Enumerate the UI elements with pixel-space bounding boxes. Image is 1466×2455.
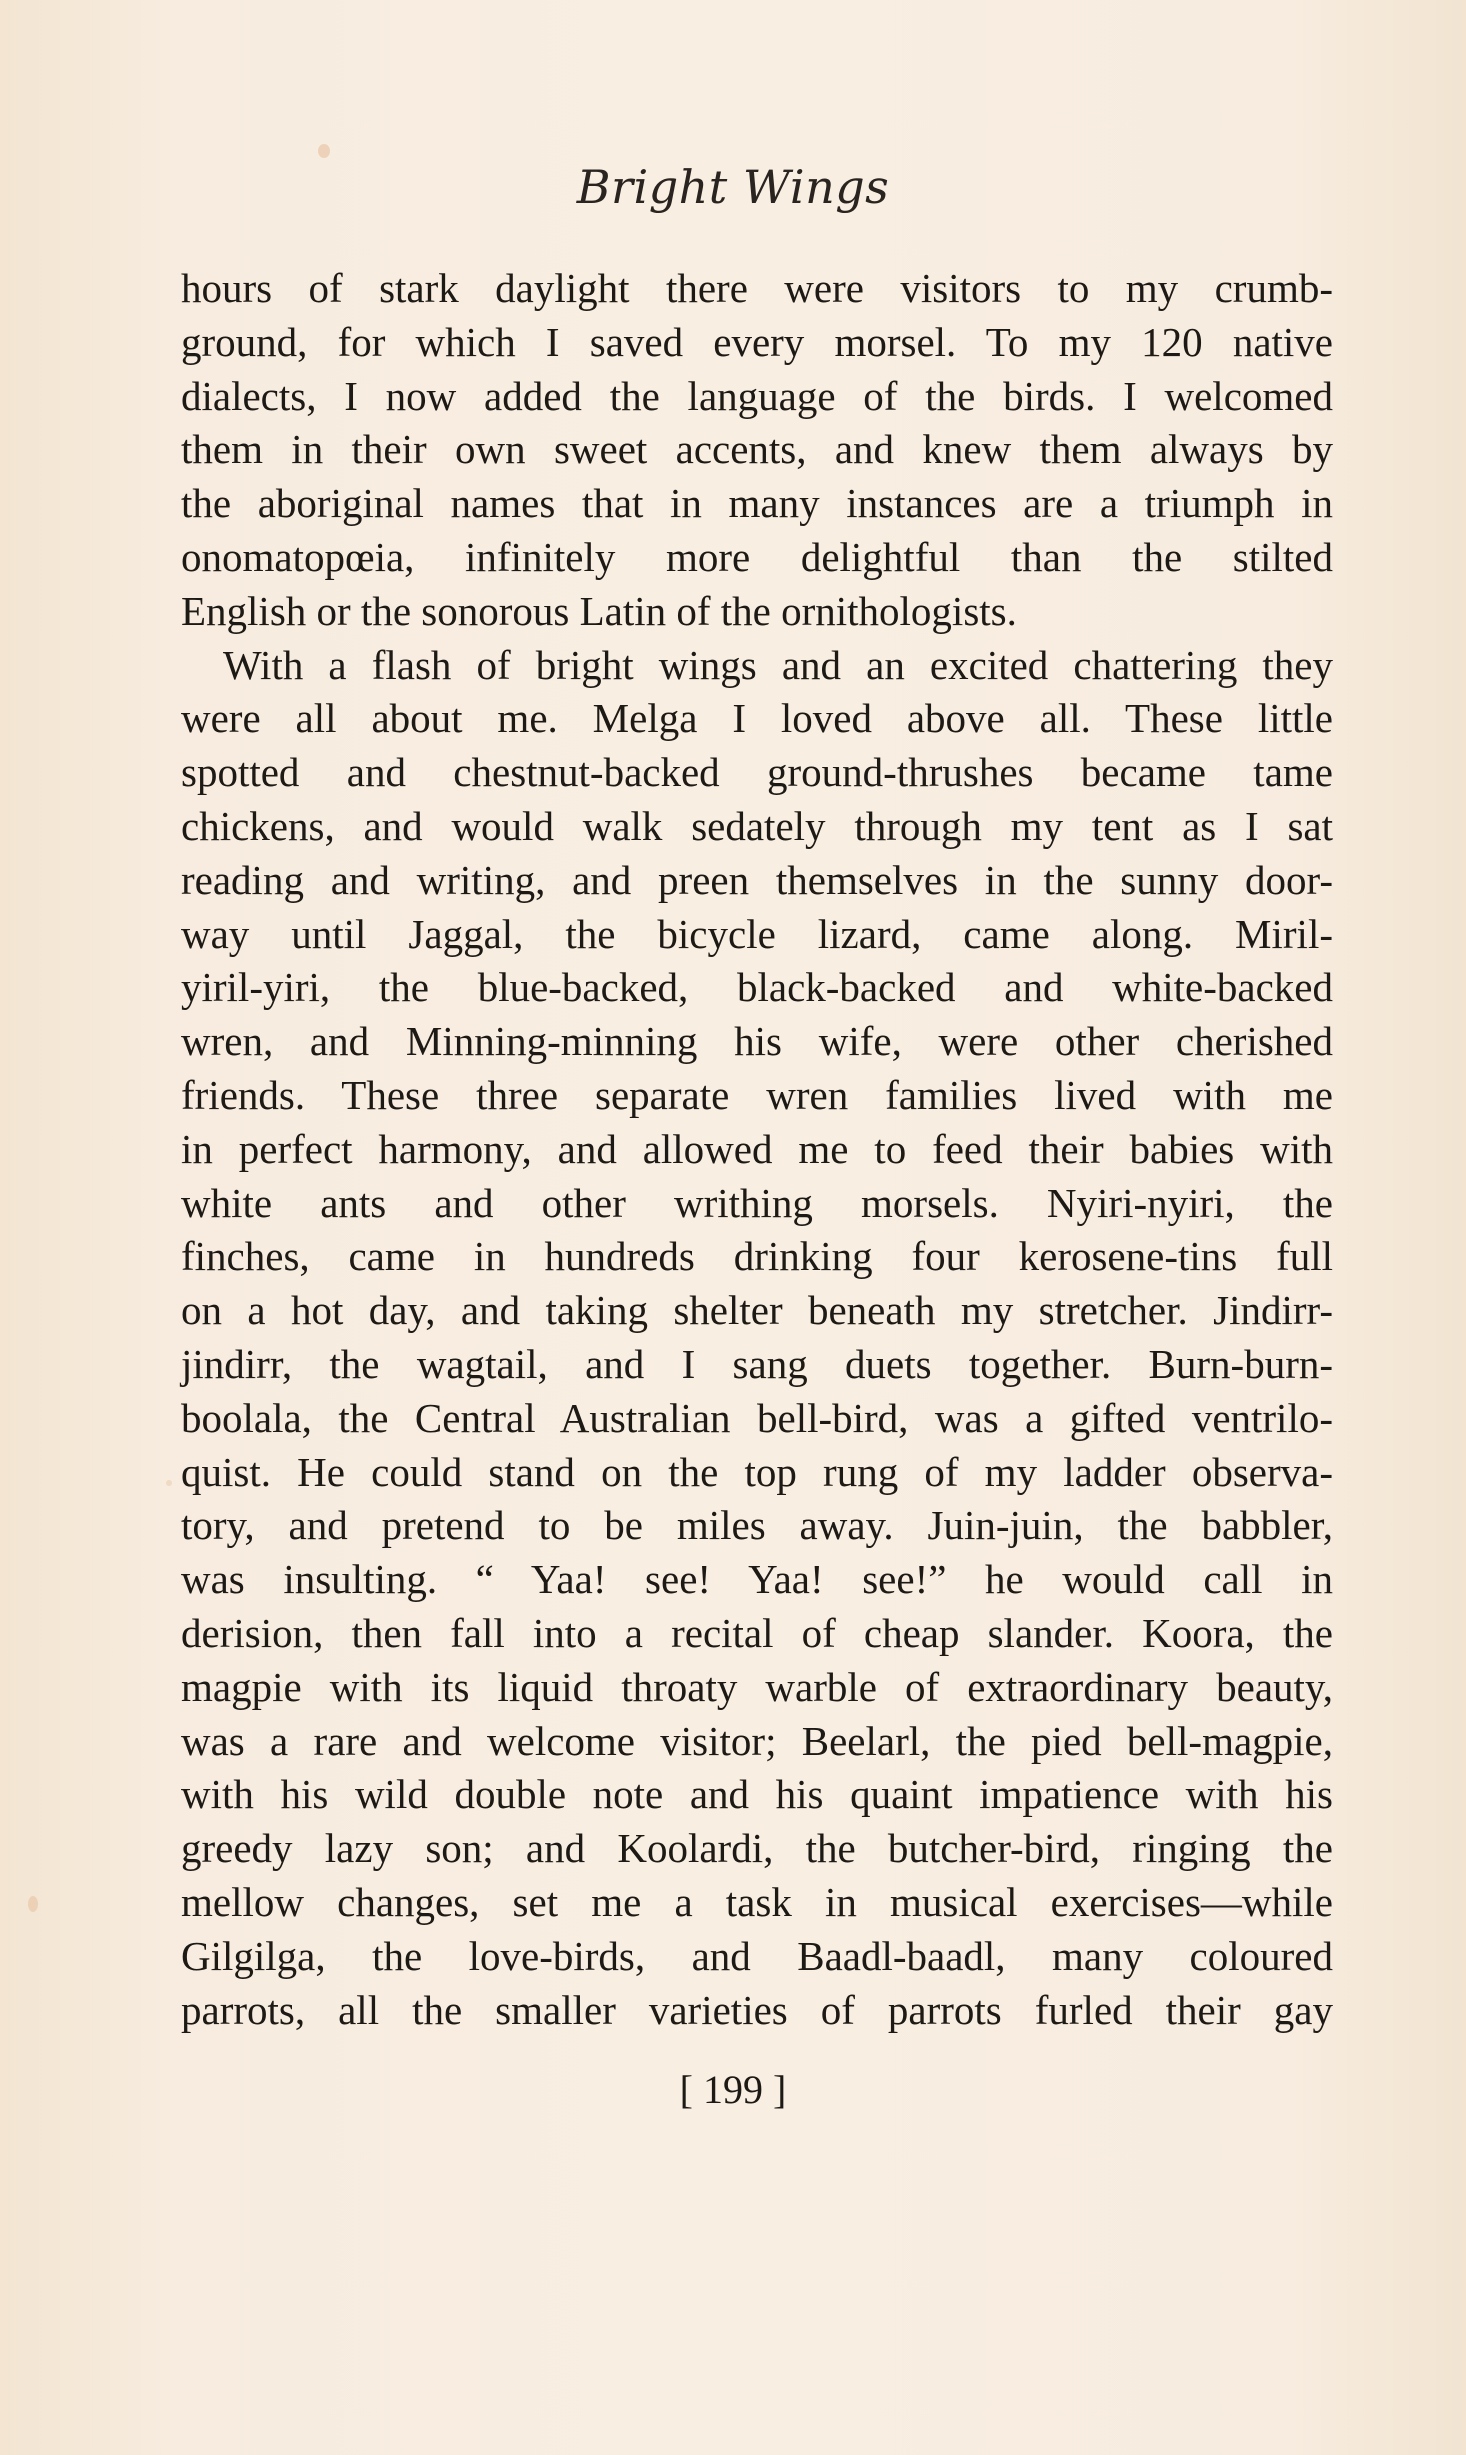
text-line: yiril-yiri, the blue-backed, black-backed and white-backed (181, 964, 1333, 1011)
text-line: dialects, I now added the language of the birds. I welcomed (181, 372, 1333, 419)
text-line: hours of stark daylight there were visitors to my crumb- (181, 265, 1333, 311)
page-number: [ 199 ] (679, 2067, 787, 2112)
text-line: reading and writing, and preen themselves in the sunny door- (181, 856, 1333, 903)
text-line: Gilgilga, the love-birds, and Baadl-baadl, many coloured (181, 1932, 1333, 1979)
text-line: them in their own sweet accents, and knew them always by (181, 426, 1333, 473)
text-line: was a rare and welcome visitor; Beelarl, the pied bell-magpie, (181, 1717, 1333, 1764)
text-line: wren, and Minning-minning his wife, were other cherished (181, 1018, 1333, 1065)
text-line: With a flash of bright wings and an excited chattering they (223, 641, 1333, 688)
text-line: were all about me. Melga I loved above all. These little (181, 695, 1333, 742)
text-line: was insulting. “ Yaa! see! Yaa! see!” he would call in (181, 1556, 1333, 1603)
text-line: greedy lazy son; and Koolardi, the butcher-bird, ringing the (181, 1825, 1333, 1872)
text-line: spotted and chestnut-backed ground-thrushes became tame (181, 749, 1333, 796)
text-line: finches, came in hundreds drinking four kerosene-tins full (181, 1233, 1333, 1280)
text-line: boolala, the Central Australian bell-bird, was a gifted ventrilo- (181, 1394, 1333, 1441)
paper-stain (28, 1896, 38, 1912)
body-text (181, 262, 1333, 2037)
text-line: English or the sonorous Latin of the ornithologists. (181, 587, 1017, 634)
text-line: way until Jaggal, the bicycle lizard, came along. Miril- (181, 910, 1333, 957)
running-head: Bright Wings (576, 160, 890, 214)
text-line: ground, for which I saved every morsel. To my 120 native (181, 318, 1333, 365)
text-line: jindirr, the wagtail, and I sang duets together. Burn-burn- (181, 1340, 1333, 1387)
paper-stain (166, 1480, 172, 1486)
text-line: white ants and other writhing morsels. Nyiri-nyiri, the (181, 1179, 1333, 1226)
text-line: chickens, and would walk sedately through my tent as I sat (181, 802, 1333, 849)
text-line: onomatopœia, infinitely more delightful than the stilted (181, 533, 1333, 580)
text-line: quist. He could stand on the top rung of my ladder observa- (181, 1448, 1333, 1495)
text-line: parrots, all the smaller varieties of parrots furled their gay (181, 1986, 1333, 2033)
text-line: on a hot day, and taking shelter beneath my stretcher. Jindirr- (181, 1287, 1333, 1334)
text-line: friends. These three separate wren families lived with me (181, 1071, 1333, 1118)
text-line: the aboriginal names that in many instances are a triumph in (181, 480, 1333, 527)
text-line: with his wild double note and his quaint impatience with his (181, 1771, 1333, 1818)
text-line: in perfect harmony, and allowed me to feed their babies with (181, 1125, 1333, 1172)
paper-stain (318, 144, 330, 158)
text-line: derision, then fall into a recital of cheap slander. Koora, the (181, 1609, 1333, 1656)
text-line: tory, and pretend to be miles away. Juin-juin, the babbler, (181, 1502, 1333, 1549)
text-line: magpie with its liquid throaty warble of extraordinary beauty, (181, 1663, 1333, 1710)
text-line: mellow changes, set me a task in musical exercises—while (181, 1878, 1333, 1925)
